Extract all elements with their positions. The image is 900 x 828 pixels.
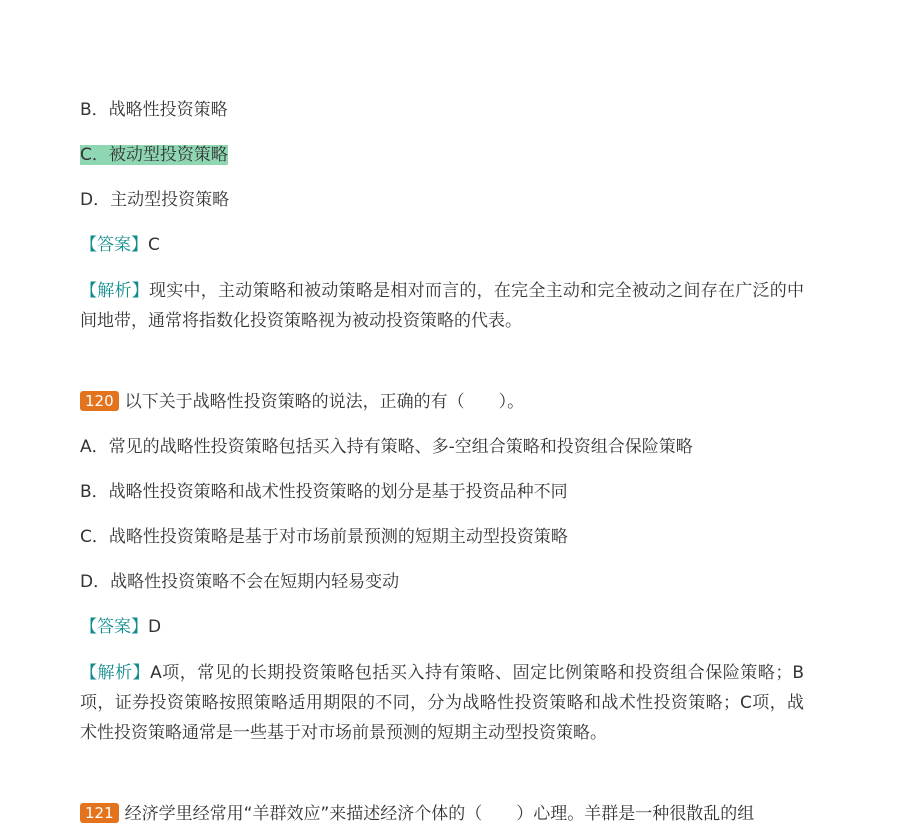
answer-label: 【答案】 <box>80 617 148 637</box>
question-stem: 以下关于战略性投资策略的说法，正确的有（ ）。 <box>124 392 525 412</box>
q120-option-c: C．战略性投资策略是基于对市场前景预测的短期主动型投资策略 <box>80 527 568 547</box>
q120-option-a: A．常见的战略性投资策略包括买入持有策略、多-空组合策略和投资组合保险策略 <box>80 437 693 457</box>
q120-answer <box>80 613 810 641</box>
q120-option-b: B．战略性投资策略和战术性投资策略的划分是基于投资品种不同 <box>80 482 568 502</box>
question-number-badge: 121 <box>80 803 119 823</box>
analysis-text: 现实中，主动策略和被动策略是相对而言的，在完全主动和完全被动之间存在广泛的中间地带，通常将指数化投资策略视为被动投资策略的代表。 <box>80 281 805 331</box>
answer-label: 【答案】 <box>80 235 148 255</box>
q120-analysis <box>80 658 804 748</box>
answer-value: D <box>148 617 162 637</box>
analysis-text: A项，常见的长期投资策略包括买入持有策略、固定比例策略和投资组合保险策略；B项，证券投资策略按照策略适用期限的不同，分为战略性投资策略和战术性投资策略；C项，战术性投资策略通常是一些基于对市场前景预测的短期主动型投资策略。 <box>80 663 805 743</box>
q119-answer <box>80 231 810 259</box>
q119-option-c-correct <box>80 141 810 169</box>
question-number-badge: 120 <box>80 391 119 411</box>
correct-answer-highlight: C．被动型投资策略 <box>80 145 228 165</box>
q119-option-b: B．战略性投资策略 <box>80 100 228 120</box>
analysis-label: 【解析】 <box>80 281 149 301</box>
q120-option-d: D．战略性投资策略不会在短期内轻易变动 <box>80 572 400 592</box>
q120-stem <box>80 388 810 416</box>
answer-value: C <box>148 235 160 255</box>
q121-stem <box>80 800 810 828</box>
q119-analysis <box>80 276 804 336</box>
question-content <box>80 96 810 828</box>
analysis-label: 【解析】 <box>80 663 151 683</box>
q119-option-d: D．主动型投资策略 <box>80 190 230 210</box>
question-stem: 经济学里经常用“羊群效应”来描述经济个体的（ ）心理。羊群是一种很散乱的组 <box>124 804 755 824</box>
